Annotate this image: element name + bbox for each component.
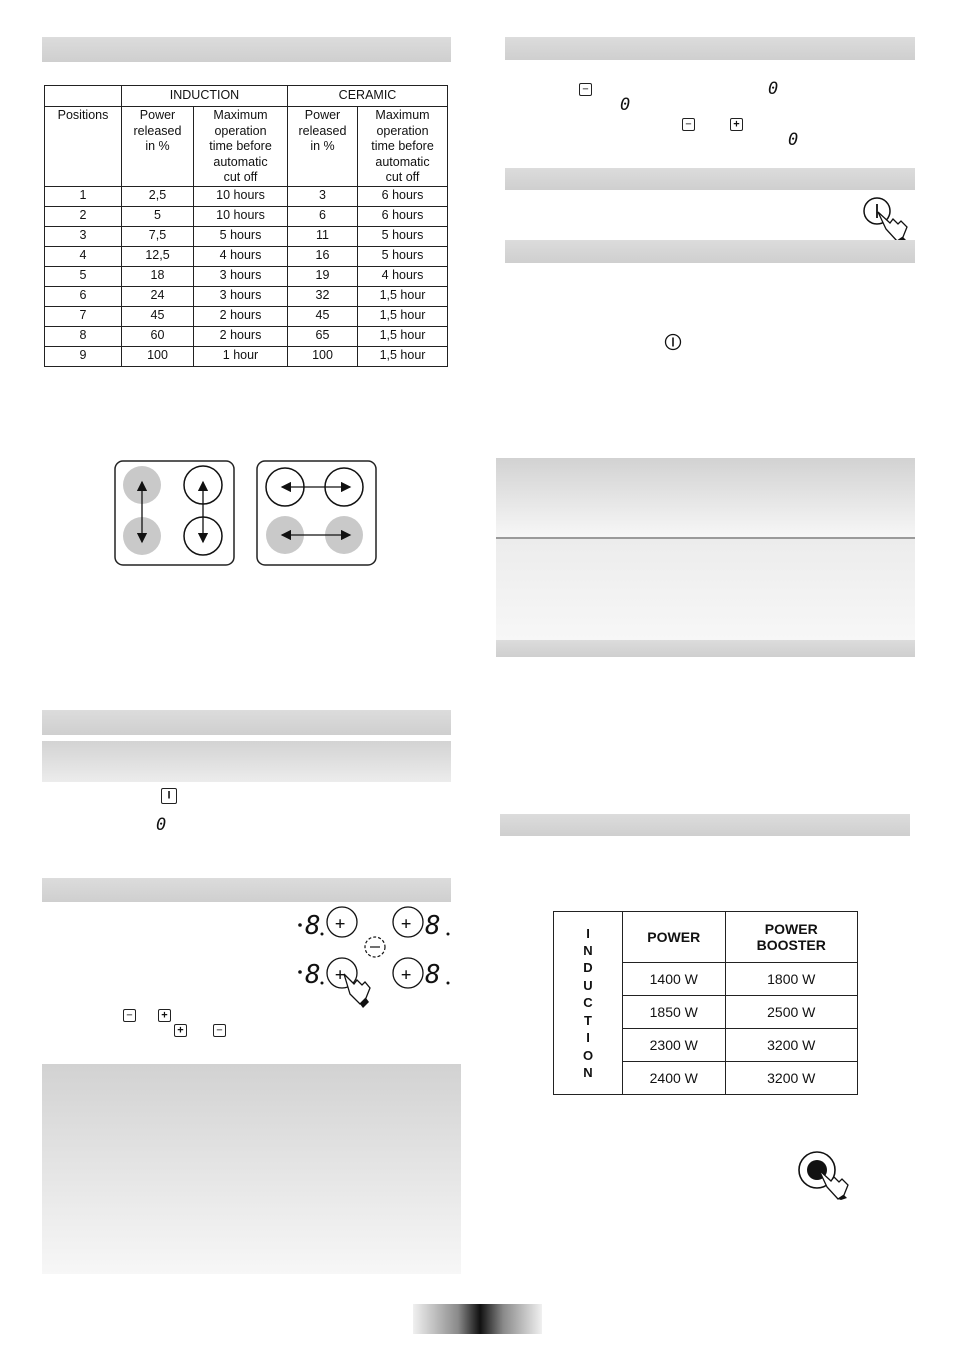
induction-booster-table (553, 911, 858, 1095)
svg-text:+: + (401, 965, 412, 985)
table-row: 8 60 2 hours 65 1,5 hour (45, 326, 448, 346)
note-box (42, 1064, 461, 1274)
table-group-induction: INDUCTION (122, 86, 288, 107)
control-panel-illustration (294, 900, 456, 1012)
minus-key-icon: − (213, 1024, 226, 1037)
minus-key-icon: − (123, 1009, 136, 1022)
plus-key-icon: + (730, 118, 743, 131)
table-row: 9 100 1 hour 100 1,5 hour (45, 346, 448, 366)
column-header-induction-power: Power released in % (122, 107, 194, 187)
table-row: 1 2,5 10 hours 3 6 hours (45, 186, 448, 206)
table-row: 5 18 3 hours 19 4 hours (45, 266, 448, 286)
table-row: 2400 W 3200 W (554, 1062, 858, 1095)
section-header-bar (42, 37, 451, 62)
minus-key-icon: − (682, 118, 695, 131)
section-header-bar (496, 640, 915, 657)
power-levels-table (44, 85, 448, 367)
power-on-touch-icon (862, 196, 916, 242)
table-row: 4 12,5 4 hours 16 5 hours (45, 246, 448, 266)
minus-key-icon: − (579, 83, 592, 96)
subsection-header-bar (42, 741, 451, 782)
booster-touch-icon (797, 1148, 859, 1200)
section-header-bar (505, 240, 915, 263)
section-header-bar (42, 878, 451, 902)
page-footer-tab (413, 1304, 542, 1334)
svg-text:+: + (335, 965, 346, 985)
column-header-booster: POWER BOOSTER (725, 912, 858, 963)
display-zero: 0 (768, 79, 779, 99)
display-zero: 0 (788, 130, 799, 150)
svg-text:+: + (401, 914, 412, 934)
pointing-hand-icon (344, 974, 370, 1008)
hob-horizontal-pairing (257, 461, 376, 565)
table-group-ceramic: CERAMIC (288, 86, 448, 107)
column-header-induction-time: Maximum operation time before automatic cut off (194, 107, 288, 187)
section-header-bar (500, 814, 910, 836)
on-off-icon (664, 333, 682, 351)
table-row: 7 45 2 hours 45 1,5 hour (45, 306, 448, 326)
table-header-empty (45, 86, 122, 107)
column-header-ceramic-power: Power released in % (288, 107, 358, 187)
column-header-ceramic-time: Maximum operation time before automatic cut off (358, 107, 448, 187)
zone-display-bottom-left: 8 (305, 960, 321, 990)
table-row: 6 24 3 hours 32 1,5 hour (45, 286, 448, 306)
section-header-bar (505, 168, 915, 190)
display-zero: 0 (620, 95, 631, 115)
on-off-key-icon: I (161, 788, 177, 804)
svg-text:+: + (335, 914, 346, 934)
note-box (496, 539, 915, 640)
induction-vertical-label: I N D U C T I O N (554, 912, 623, 1095)
section-header-bar (505, 37, 915, 60)
table-row: 3 7,5 5 hours 11 5 hours (45, 226, 448, 246)
hob-zone-diagram (110, 456, 382, 570)
table-row: 1400 W 1800 W (554, 963, 858, 996)
section-header-bar (42, 710, 451, 735)
note-box (496, 458, 915, 538)
table-row: 2300 W 3200 W (554, 1029, 858, 1062)
display-zero: 0 (156, 815, 167, 835)
plus-key-icon: + (158, 1009, 171, 1022)
plus-key-icon: + (174, 1024, 187, 1037)
table-row: 1850 W 2500 W (554, 996, 858, 1029)
table-row: 2 5 10 hours 6 6 hours (45, 206, 448, 226)
column-header-positions: Positions (45, 107, 122, 187)
zone-display-bottom-right: 8 (425, 960, 441, 990)
zone-display-top-right: 8 (425, 911, 441, 941)
zone-display-top-left: 8 (305, 911, 321, 941)
hob-vertical-pairing (115, 461, 234, 565)
column-header-power: POWER (623, 912, 726, 963)
